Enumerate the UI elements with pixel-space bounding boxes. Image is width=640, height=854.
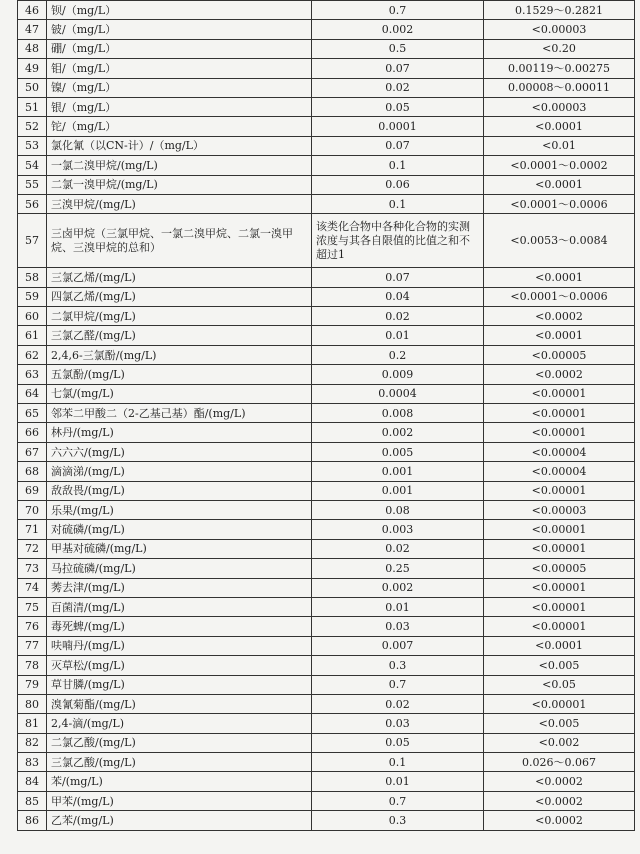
indicator-name: 五氯酚/(mg/L) <box>47 365 312 384</box>
measured-range: <0.00005 <box>484 345 635 364</box>
limit-value: 0.2 <box>312 345 484 364</box>
table-row <box>18 1 635 20</box>
row-number: 68 <box>18 462 47 481</box>
table-row <box>18 500 635 519</box>
limit-value: 该类化合物中各种化合物的实测浓度与其各自限值的比值之和不超过1 <box>312 214 484 268</box>
measured-range: <0.00001 <box>484 423 635 442</box>
limit-value: 0.02 <box>312 694 484 713</box>
limit-value: 0.3 <box>312 811 484 830</box>
limit-value: 0.7 <box>312 791 484 810</box>
row-number: 46 <box>18 1 47 20</box>
indicator-name: 一氯二溴甲烷/(mg/L) <box>47 156 312 175</box>
row-number: 73 <box>18 559 47 578</box>
limit-value: 0.002 <box>312 20 484 39</box>
indicator-name: 七氯/(mg/L) <box>47 384 312 403</box>
limit-value: 0.007 <box>312 636 484 655</box>
indicator-name: 三溴甲烷/(mg/L) <box>47 194 312 213</box>
measured-range: <0.0001 <box>484 175 635 194</box>
limit-value: 0.02 <box>312 307 484 326</box>
indicator-name: 灭草松/(mg/L) <box>47 656 312 675</box>
row-number: 50 <box>18 78 47 97</box>
measured-range: <0.0001 <box>484 326 635 345</box>
table-row <box>18 326 635 345</box>
limit-value: 0.7 <box>312 1 484 20</box>
indicator-name: 甲苯/(mg/L) <box>47 791 312 810</box>
row-number: 65 <box>18 404 47 423</box>
measured-range: <0.0001～0.0006 <box>484 194 635 213</box>
table-row <box>18 20 635 39</box>
table-row <box>18 39 635 58</box>
measured-range: <0.00001 <box>484 578 635 597</box>
table-row <box>18 481 635 500</box>
indicator-name: 滴滴涕/(mg/L) <box>47 462 312 481</box>
limit-value: 0.002 <box>312 578 484 597</box>
indicator-name: 溴氰菊酯/(mg/L) <box>47 694 312 713</box>
measured-range: <0.00003 <box>484 500 635 519</box>
measured-range: <0.00001 <box>484 617 635 636</box>
limit-value: 0.009 <box>312 365 484 384</box>
indicator-name: 三氯乙醛/(mg/L) <box>47 326 312 345</box>
measured-range: 0.00119～0.00275 <box>484 59 635 78</box>
limit-value: 0.001 <box>312 481 484 500</box>
limit-value: 0.08 <box>312 500 484 519</box>
row-number: 75 <box>18 597 47 616</box>
row-number: 66 <box>18 423 47 442</box>
table-row <box>18 175 635 194</box>
row-number: 76 <box>18 617 47 636</box>
limit-value: 0.0004 <box>312 384 484 403</box>
measured-range: <0.005 <box>484 656 635 675</box>
row-number: 47 <box>18 20 47 39</box>
measured-range: <0.00001 <box>484 694 635 713</box>
row-number: 64 <box>18 384 47 403</box>
measured-range: <0.0002 <box>484 365 635 384</box>
indicator-name: 镍/（mg/L） <box>47 78 312 97</box>
table-row <box>18 287 635 306</box>
measured-range: <0.05 <box>484 675 635 694</box>
limit-value: 0.5 <box>312 39 484 58</box>
row-number: 86 <box>18 811 47 830</box>
indicator-name: 三氯乙烯/(mg/L) <box>47 268 312 287</box>
table-row <box>18 365 635 384</box>
table-row <box>18 791 635 810</box>
limit-value: 0.002 <box>312 423 484 442</box>
table-row <box>18 617 635 636</box>
measured-range: <0.00003 <box>484 97 635 116</box>
limit-value: 0.04 <box>312 287 484 306</box>
table-row <box>18 59 635 78</box>
indicator-name: 呋喃丹/(mg/L) <box>47 636 312 655</box>
water-quality-table <box>17 0 635 831</box>
limit-value: 0.01 <box>312 597 484 616</box>
limit-value: 0.02 <box>312 78 484 97</box>
indicator-name: 乙苯/(mg/L) <box>47 811 312 830</box>
indicator-name: 对硫磷/(mg/L) <box>47 520 312 539</box>
limit-value: 0.02 <box>312 539 484 558</box>
measured-range: <0.00001 <box>484 384 635 403</box>
table-row <box>18 772 635 791</box>
row-number: 77 <box>18 636 47 655</box>
limit-value: 0.03 <box>312 617 484 636</box>
limit-value: 0.003 <box>312 520 484 539</box>
measured-range: <0.01 <box>484 136 635 155</box>
row-number: 60 <box>18 307 47 326</box>
measured-range: <0.0002 <box>484 772 635 791</box>
limit-value: 0.7 <box>312 675 484 694</box>
table-row <box>18 597 635 616</box>
row-number: 53 <box>18 136 47 155</box>
table-row <box>18 656 635 675</box>
indicator-name: 硼/（mg/L） <box>47 39 312 58</box>
limit-value: 0.008 <box>312 404 484 423</box>
row-number: 71 <box>18 520 47 539</box>
indicator-name: 铍/（mg/L） <box>47 20 312 39</box>
row-number: 74 <box>18 578 47 597</box>
row-number: 79 <box>18 675 47 694</box>
indicator-name: 二氯一溴甲烷/(mg/L) <box>47 175 312 194</box>
limit-value: 0.07 <box>312 59 484 78</box>
measured-range: <0.005 <box>484 714 635 733</box>
indicator-name: 敌敌畏/(mg/L) <box>47 481 312 500</box>
measured-range: <0.20 <box>484 39 635 58</box>
row-number: 61 <box>18 326 47 345</box>
table-row <box>18 384 635 403</box>
measured-range: <0.0001 <box>484 117 635 136</box>
measured-range: <0.002 <box>484 733 635 752</box>
table-row <box>18 214 635 268</box>
measured-range: <0.00001 <box>484 597 635 616</box>
table-row <box>18 733 635 752</box>
row-number: 84 <box>18 772 47 791</box>
limit-value: 0.005 <box>312 442 484 461</box>
measured-range: 0.026～0.067 <box>484 753 635 772</box>
measured-range: <0.00001 <box>484 520 635 539</box>
row-number: 55 <box>18 175 47 194</box>
indicator-name: 莠去津/(mg/L) <box>47 578 312 597</box>
measured-range: <0.0002 <box>484 307 635 326</box>
measured-range: <0.0053～0.0084 <box>484 214 635 268</box>
table-row <box>18 404 635 423</box>
row-number: 63 <box>18 365 47 384</box>
row-number: 69 <box>18 481 47 500</box>
measured-range: 0.1529～0.2821 <box>484 1 635 20</box>
row-number: 54 <box>18 156 47 175</box>
table-row <box>18 578 635 597</box>
indicator-name: 甲基对硫磷/(mg/L) <box>47 539 312 558</box>
limit-value: 0.0001 <box>312 117 484 136</box>
limit-value: 0.1 <box>312 194 484 213</box>
table-row <box>18 811 635 830</box>
limit-value: 0.07 <box>312 268 484 287</box>
limit-value: 0.25 <box>312 559 484 578</box>
measured-range: <0.00004 <box>484 442 635 461</box>
indicator-name: 2,4-滴/(mg/L) <box>47 714 312 733</box>
indicator-name: 铊/（mg/L） <box>47 117 312 136</box>
measured-range: <0.0001 <box>484 268 635 287</box>
table-body <box>18 1 635 831</box>
row-number: 72 <box>18 539 47 558</box>
table-row <box>18 156 635 175</box>
measured-range: <0.0001 <box>484 636 635 655</box>
indicator-name: 银/（mg/L） <box>47 97 312 116</box>
measured-range: <0.00005 <box>484 559 635 578</box>
limit-value: 0.01 <box>312 772 484 791</box>
limit-value: 0.03 <box>312 714 484 733</box>
table-row <box>18 462 635 481</box>
limit-value: 0.01 <box>312 326 484 345</box>
table-row <box>18 694 635 713</box>
limit-value: 0.1 <box>312 156 484 175</box>
limit-value: 0.06 <box>312 175 484 194</box>
row-number: 52 <box>18 117 47 136</box>
indicator-name: 四氯乙烯/(mg/L) <box>47 287 312 306</box>
table-row <box>18 423 635 442</box>
measured-range: <0.00001 <box>484 481 635 500</box>
table-row <box>18 78 635 97</box>
limit-value: 0.07 <box>312 136 484 155</box>
measured-range: <0.00004 <box>484 462 635 481</box>
limit-value: 0.05 <box>312 97 484 116</box>
row-number: 81 <box>18 714 47 733</box>
table-row <box>18 136 635 155</box>
row-number: 57 <box>18 214 47 268</box>
indicator-name: 乐果/(mg/L) <box>47 500 312 519</box>
row-number: 78 <box>18 656 47 675</box>
row-number: 62 <box>18 345 47 364</box>
indicator-name: 钼/（mg/L） <box>47 59 312 78</box>
indicator-name: 草甘膦/(mg/L) <box>47 675 312 694</box>
table-row <box>18 539 635 558</box>
table-row <box>18 194 635 213</box>
table-row <box>18 753 635 772</box>
indicator-name: 三卤甲烷（三氯甲烷、一氯二溴甲烷、二氯一溴甲烷、三溴甲烷的总和） <box>47 214 312 268</box>
indicator-name: 马拉硫磷/(mg/L) <box>47 559 312 578</box>
table-row <box>18 714 635 733</box>
indicator-name: 邻苯二甲酸二（2-乙基己基）酯/(mg/L) <box>47 404 312 423</box>
limit-value: 0.05 <box>312 733 484 752</box>
table-row <box>18 345 635 364</box>
measured-range: <0.0001～0.0006 <box>484 287 635 306</box>
row-number: 80 <box>18 694 47 713</box>
indicator-name: 毒死蜱/(mg/L) <box>47 617 312 636</box>
indicator-name: 2,4,6-三氯酚/(mg/L) <box>47 345 312 364</box>
measured-range: <0.00001 <box>484 404 635 423</box>
table-row <box>18 268 635 287</box>
table-row <box>18 520 635 539</box>
indicator-name: 氯化氰（以CN-计）/（mg/L） <box>47 136 312 155</box>
measured-range: 0.00008～0.00011 <box>484 78 635 97</box>
measured-range: <0.0002 <box>484 791 635 810</box>
limit-value: 0.3 <box>312 656 484 675</box>
indicator-name: 林丹/(mg/L) <box>47 423 312 442</box>
row-number: 83 <box>18 753 47 772</box>
row-number: 59 <box>18 287 47 306</box>
table-row <box>18 559 635 578</box>
measured-range: <0.0002 <box>484 811 635 830</box>
table-row <box>18 97 635 116</box>
table-row <box>18 675 635 694</box>
row-number: 70 <box>18 500 47 519</box>
table-row <box>18 636 635 655</box>
measured-range: <0.0001～0.0002 <box>484 156 635 175</box>
row-number: 58 <box>18 268 47 287</box>
row-number: 67 <box>18 442 47 461</box>
row-number: 85 <box>18 791 47 810</box>
measured-range: <0.00001 <box>484 539 635 558</box>
row-number: 49 <box>18 59 47 78</box>
water-quality-table-page <box>17 0 637 831</box>
table-row <box>18 117 635 136</box>
limit-value: 0.001 <box>312 462 484 481</box>
measured-range: <0.00003 <box>484 20 635 39</box>
row-number: 82 <box>18 733 47 752</box>
indicator-name: 二氯甲烷/(mg/L) <box>47 307 312 326</box>
row-number: 51 <box>18 97 47 116</box>
indicator-name: 二氯乙酸/(mg/L) <box>47 733 312 752</box>
indicator-name: 钡/（mg/L） <box>47 1 312 20</box>
indicator-name: 三氯乙酸/(mg/L) <box>47 753 312 772</box>
table-row <box>18 307 635 326</box>
indicator-name: 百菌清/(mg/L) <box>47 597 312 616</box>
indicator-name: 苯/(mg/L) <box>47 772 312 791</box>
row-number: 48 <box>18 39 47 58</box>
indicator-name: 六六六/(mg/L) <box>47 442 312 461</box>
limit-value: 0.1 <box>312 753 484 772</box>
row-number: 56 <box>18 194 47 213</box>
table-row <box>18 442 635 461</box>
